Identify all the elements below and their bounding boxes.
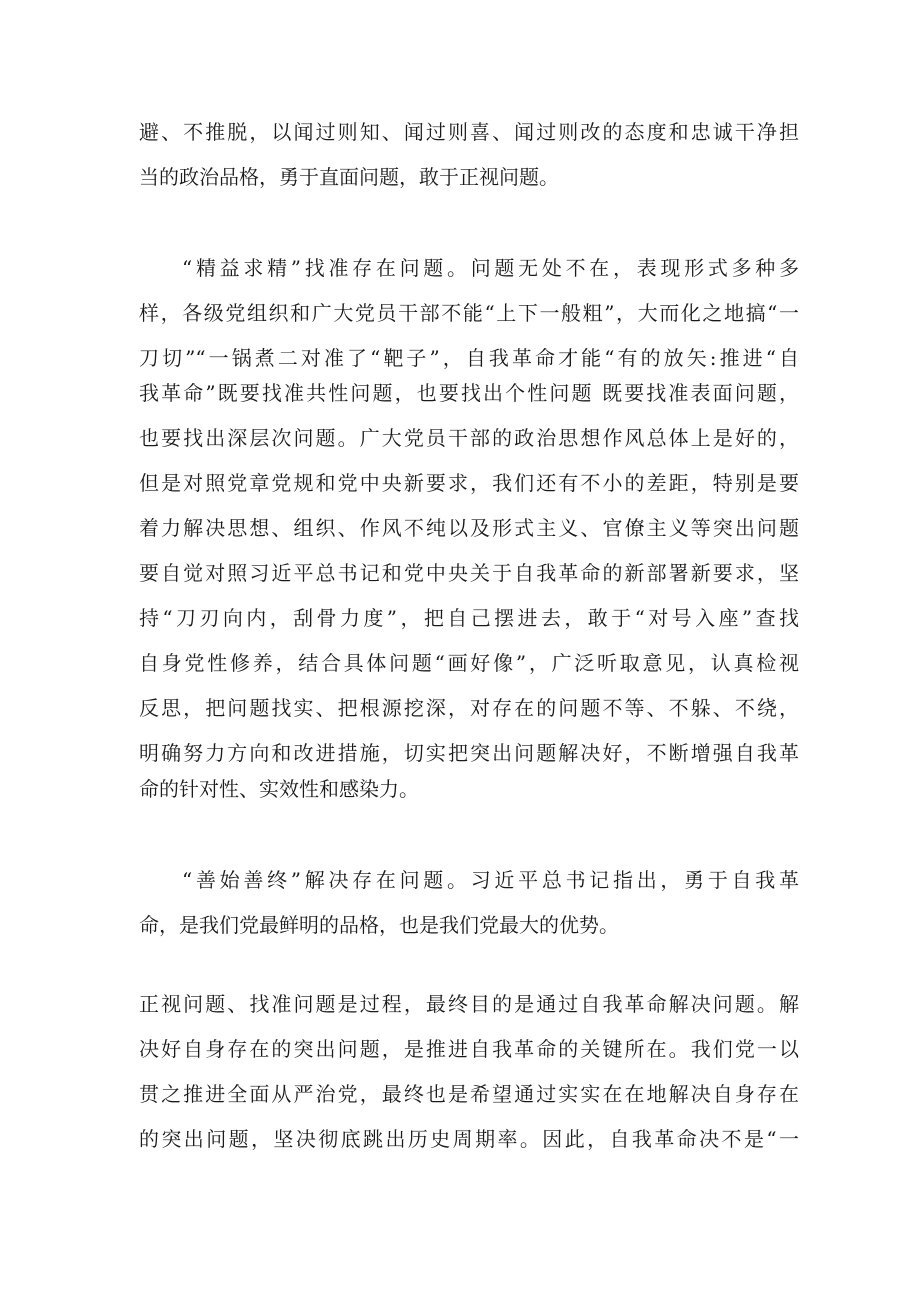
paragraph-start-line: “精益求精”找准存在问题。问题无处不在，表现形式多种多 xyxy=(182,256,799,280)
text-line: 自身党性修养，结合具体问题“画好像”，广泛听取意见，认真检视 xyxy=(139,651,799,675)
text-line: 正视问题、找准问题是过程，最终目的是通过自我革命解决问题。解 xyxy=(139,992,799,1016)
text-line: 样，各级党组织和广大党员干部不能“上下一般粗”，大而化之地搞“一 xyxy=(139,301,799,325)
text-line: 刀切”“一锅煮二对准了“靶子”，自我革命才能“有的放矢:推进“自 xyxy=(139,346,799,370)
text-line: 避、不推脱，以闻过则知、闻过则喜、闻过则改的态度和忠诚干净担 xyxy=(139,120,799,144)
text-line: 命，是我们党最鲜明的品格，也是我们党最大的优势。 xyxy=(139,913,619,937)
text-line: 决好自身存在的突出问题，是推进自我革命的关键所在。我们党一以 xyxy=(139,1037,799,1061)
text-line: 明确努力方向和改进措施，切实把突出问题解决好，不断增强自我革 xyxy=(139,741,799,765)
text-line: 着力解决思想、组织、作风不纯以及形式主义、官僚主义等突出问题 xyxy=(139,516,799,540)
text-line: 也要找出深层次问题。广大党员干部的政治思想作风总体上是好的， xyxy=(139,426,799,450)
text-line: 命的针对性、实效性和感染力。 xyxy=(139,777,419,801)
text-line: 反思，把问题找实、把根源挖深，对存在的问题不等、不躲、不绕， xyxy=(139,696,799,720)
text-line: 要自觉对照习近平总书记和党中央关于自我革命的新部署新要求，坚 xyxy=(139,561,799,585)
text-line: 贯之推进全面从严治党，最终也是希望通过实实在在地解决自身存在 xyxy=(139,1082,799,1106)
text-line: 但是对照党章党规和党中央新要求，我们还有不小的差距，特别是要 xyxy=(139,471,799,495)
text-line: 持“刀刃向内，刮骨力度”，把自己摆进去，敢于“对号入座”查找 xyxy=(139,606,799,630)
text-line: 我革命”既要找准共性问题，也要找出个性问题 既要找准表面问题， xyxy=(139,381,799,405)
paragraph-start-line: “善始善终”解决存在问题。习近平总书记指出，勇于自我革 xyxy=(182,868,799,892)
text-line: 当的政治品格，勇于直面问题，敢于正视问题。 xyxy=(139,165,559,189)
text-line: 的突出问题，坚决彻底跳出历史周期率。因此，自我革命决不是“一 xyxy=(139,1127,799,1151)
